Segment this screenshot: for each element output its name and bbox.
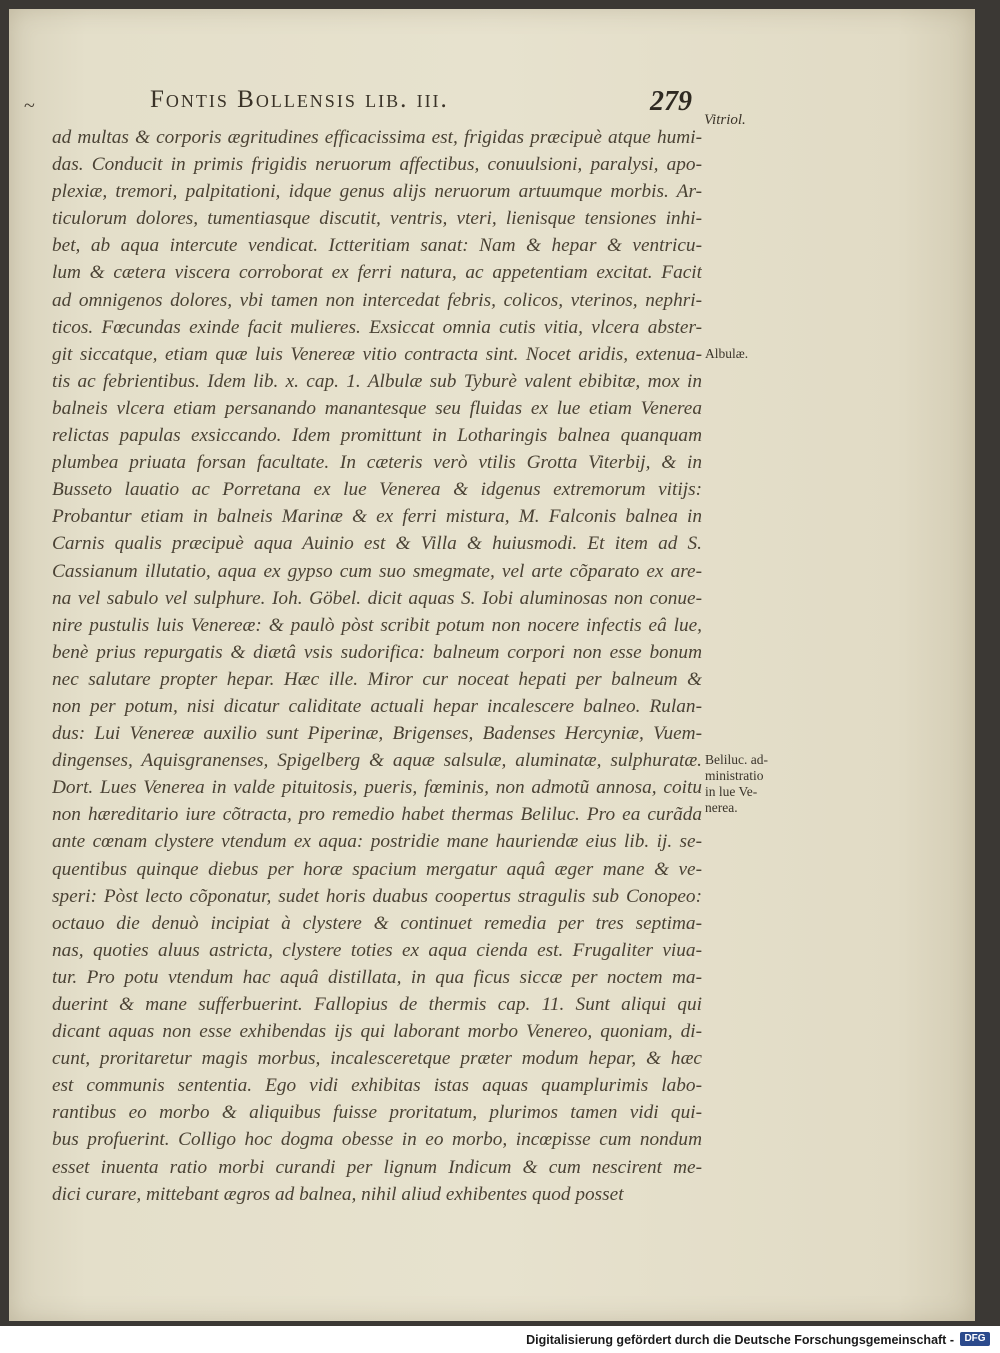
text-line: dicant aquas non esse exhibendas ijs qui laborant morbo Venereo, quoniam, di- bbox=[52, 1021, 702, 1043]
text-line: Carnis qualis præcipuè aqua Auinio est & Villa & huiusmodi. Et item ad S. bbox=[52, 533, 702, 555]
text-line: nire pustulis luis Venereæ: & paulò pòst scribit potum non nocere infectis eâ lue, bbox=[52, 614, 702, 636]
text-line: ticulorum dolores, tumentiasque discutit, ventris, vteri, lienisque tensiones inhi- bbox=[52, 208, 702, 230]
margin-note-line: in lue Ve- bbox=[705, 784, 758, 799]
corner-margin-note: Vitriol. bbox=[704, 112, 746, 128]
text-line: plexiæ, tremori, palpitationi, idque genus alijs neruorum artuumque morbis. Ar- bbox=[52, 181, 702, 203]
text-line: quentibus quinque diebus per horæ spacium mergatur aquâ æger mane & ve- bbox=[52, 858, 702, 880]
text-line: na vel sabulo vel sulphure. Ioh. Göbel. dicit aquas S. Iobi aluminosas non conue- bbox=[52, 587, 702, 609]
text-line: Dort. Lues Venerea in valde pituitosis, pueris, fœminis, non admotũ annosa, coitu bbox=[52, 777, 702, 799]
text-line: tur. Pro potu vtendum hac aquâ distillata, in qua ficus siccæ per noctem ma- bbox=[52, 966, 702, 988]
dfg-logo-icon: DFG bbox=[960, 1332, 990, 1346]
text-line: bus profuerint. Colligo hoc dogma obesse in eo morbo, incœpisse cum nondum bbox=[52, 1129, 702, 1151]
text-line: duerint & mane sufferbuerint. Fallopius de thermis cap. 11. Sunt aliqui qui bbox=[52, 994, 702, 1015]
body-text bbox=[52, 124, 702, 1208]
running-title: Fontis Bollensis lib. iii. bbox=[150, 86, 449, 113]
text-line: das. Conducit in primis frigidis neruorum affectibus, conuulsioni, paralysi, apo- bbox=[52, 154, 702, 176]
text-line: speri: Pòst lecto cõponatur, sudet horis duabus coopertus stragulis sub Conopeo: bbox=[52, 885, 702, 907]
text-line: esset inuenta ratio morbi curandi per lignum Indicum & cum nescirent me- bbox=[52, 1156, 702, 1178]
text-line: benè prius repurgatis & diætâ vsis sudorifica: balneum corpori non esse bonum bbox=[52, 641, 702, 663]
text-line: balneis vlcera etiam persanando manantesque seu fluidas ex lue etiam Venerea bbox=[52, 397, 702, 419]
text-line: ticos. Fœcundas exinde facit mulieres. Exsiccat omnia cutis vitia, vlcera abster- bbox=[52, 316, 702, 338]
text-line: Busseto lauatio ac Porretana ex lue Venerea & idgenus extremorum vitijs: bbox=[52, 479, 702, 501]
text-line: non per potum, nisi dicatur caliditate actuali hepar incalescere balneo. Rulan- bbox=[52, 695, 702, 717]
text-line: dingenses, Aquisgranenses, Spigelberg & aquæ salsulæ, aluminatæ, sulphuratæ. bbox=[52, 750, 702, 772]
text-line: relictas papulas exsiccando. Idem promittunt in Lotharingis balnea quanquam bbox=[52, 425, 702, 447]
text-line: nec salutare propter hepar. Hæc ille. Miror cur noceat hepati per balneum & bbox=[52, 668, 702, 690]
text-line: Probantur etiam in balneis Marinæ & ex ferri mistura, M. Falconis balnea in bbox=[52, 506, 702, 528]
text-line: tis ac febrientibus. Idem lib. x. cap. 1. Albulæ sub Tyburè valent ebibitæ, mox in bbox=[52, 370, 702, 392]
text-line: lum & cætera viscera corroborat ex ferri natura, ac appetentiam excitat. Facit bbox=[52, 262, 702, 284]
header-ornament: ~ bbox=[24, 95, 35, 117]
text-line: cunt, proritaretur magis morbus, incalesceretque præter modum hepar, & hæc bbox=[52, 1048, 702, 1070]
margin-note-line: nerea. bbox=[705, 800, 738, 815]
text-line: rantibus eo morbo & aliquibus fuisse proritatum, plurimos tamen vidi qui- bbox=[52, 1102, 702, 1124]
text-line: nas, quoties aluus astricta, clystere toties ex aqua cienda est. Frugaliter viua- bbox=[52, 939, 702, 961]
text-line: ad multas & corporis ægritudines efficacissima est, frigidas præcipuè atque humi- bbox=[52, 127, 702, 148]
text-line: dus: Lui Venereæ auxilio sunt Piperinæ, Brigenses, Badenses Hercyniæ, Vuem- bbox=[52, 723, 702, 745]
text-line: dici curare, mittebant ægros ad balnea, nihil aliud exhibentes quod posset bbox=[52, 1183, 624, 1205]
text-line: Cassianum illutatio, aqua ex gypso cum suo smegmate, vel arte cõparato ex are- bbox=[52, 560, 702, 582]
text-line: git siccatque, etiam quæ luis Venereæ vitio contracta sint. Nocet aridis, extenua- bbox=[52, 343, 702, 365]
footer-bar bbox=[0, 1326, 1000, 1353]
text-line: bet, ab aqua intercute vendicat. Ictteritiam sanat: Nam & hepar & ventricu- bbox=[52, 235, 702, 257]
text-line: ante cœnam clystere vtendum ex aqua: postridie mane hauriendæ eius lib. ij. se- bbox=[52, 831, 702, 853]
margin-note-line: Beliluc. ad- bbox=[705, 752, 768, 767]
margin-note-albulae: Albulæ. bbox=[705, 346, 749, 361]
funding-credit: Digitalisierung gefördert durch die Deutsche Forschungsgemeinschaft - bbox=[526, 1333, 954, 1347]
text-line: ad omnigenos dolores, vbi tamen non intercedat febris, colicos, vterinos, nephri- bbox=[52, 289, 702, 311]
page-number: 279 bbox=[650, 86, 692, 117]
text-line: octauo die denuò incipiat à clystere & continuet remedia per tres septima- bbox=[52, 912, 702, 934]
margin-note-line: ministratio bbox=[705, 768, 764, 783]
text-line: non hæreditario iure cõtracta, pro remedio habet thermas Beliluc. Pro ea curãda bbox=[52, 804, 702, 826]
text-line: est communis sententia. Ego vidi exhibitas istas aquas quamplurimis labo- bbox=[52, 1075, 702, 1097]
text-line: plumbea priuata forsan facultate. In cæteris verò vtilis Grotta Viterbij, & in bbox=[52, 452, 702, 474]
margin-note-beliluc bbox=[705, 752, 795, 816]
